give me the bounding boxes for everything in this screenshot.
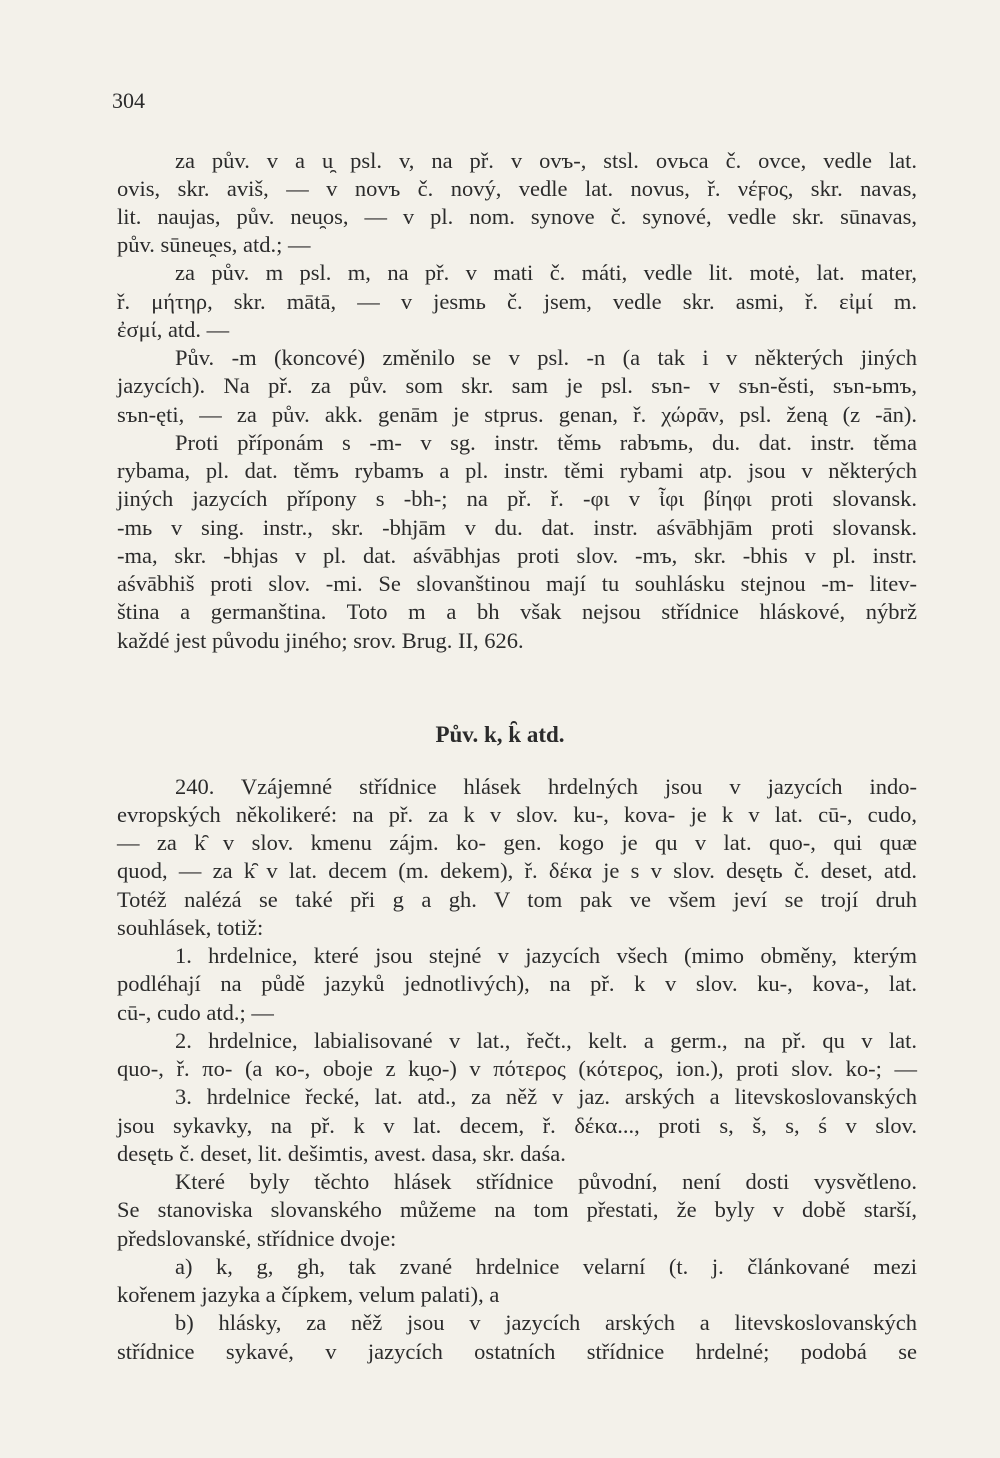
text-line: jazycích). Na př. za pův. som skr. sam je psl. sъn- v sъn-ěsti, sъn-ьmъ,: [117, 373, 917, 398]
text-line: Se stanoviska slovanského můžeme na tom přestati, že byly v době starší,: [117, 1197, 917, 1222]
text-line: lit. naujas, pův. neu̯os, — v pl. nom. synove č. synové, vedle skr. sūnavas,: [117, 204, 917, 229]
text-line: Proti příponám s -m- v sg. instr. těmь rabъmь, du. dat. instr. těma: [175, 430, 917, 455]
text-line: -mь v sing. instr., skr. -bhjām v du. dat. instr. aśvābhjām proti slovansk.: [117, 515, 917, 540]
text-line: ovis, skr. aviš, — v novъ č. nový, vedle lat. novus, ř. νέϝος, skr. navas,: [117, 176, 917, 201]
text-line: sъn-ęti, — za pův. akk. genām je stprus. genan, ř. χώρᾱν, psl. ženą (z -ān).: [117, 402, 917, 427]
text-line: kořenem jazyka a čípkem, velum palati), a: [117, 1282, 500, 1307]
text-line: předslovanské, střídnice dvoje:: [117, 1226, 397, 1251]
section-heading: Pův. k, k̑ atd.: [435, 722, 565, 747]
text-line: ř. μήτηρ, skr. mātā, — v jesmь č. jsem, vedle skr. asmi, ř. εἰμί m.: [117, 289, 917, 314]
text-line: za pův. v a u̯ psl. v, na př. v ovъ-, stsl. ovьca č. ovce, vedle lat.: [175, 148, 917, 173]
text-line: Totéž nalézá se také při g a gh. V tom pak ve všem jeví se trojí druh: [117, 887, 917, 912]
text-line: podléhají na půdě jazyků jednotlivých), na př. k v slov. ku-, kova-, lat.: [117, 971, 917, 996]
text-line: 2. hrdelnice, labialisované v lat., řečt., kelt. a germ., na př. qu v lat.: [175, 1028, 917, 1053]
text-line: quo-, ř. πο- (a κο-, oboje z ku̯o-) v πότερος (κότερος, ion.), proti slov. ko-; —: [117, 1056, 917, 1081]
text-line: každé jest původu jiného; srov. Brug. II, 626.: [117, 628, 524, 653]
text-line: za pův. m psl. m, na př. v mati č. máti, vedle lit. motė, lat. mater,: [175, 260, 917, 285]
text-line: střídnice sykavé, v jazycích ostatních střídnice hrdelné; podobá se: [117, 1339, 917, 1364]
page-number: 304: [112, 88, 145, 113]
text-line: evropských několikeré: na př. za k v slov. ku-, kova- je k v lat. cū-, cudo,: [117, 802, 917, 827]
text-line: 3. hrdelnice řecké, lat. atd., za něž v jaz. arských a litevskoslovanských: [175, 1084, 917, 1109]
text-line: — za k̑ v slov. kmenu zájm. ko- gen. kogo je qu v lat. quo-, qui quæ: [117, 830, 917, 855]
text-line: aśvābhiš proti slov. -mi. Se slovanštinou mají tu souhlásku stejnou -m- litev-: [117, 571, 917, 596]
text-line: 240. Vzájemné střídnice hlásek hrdelných jsou v jazycích indo-: [175, 774, 917, 799]
text-line: b) hlásky, za něž jsou v jazycích arských a litevskoslovanských: [175, 1310, 917, 1335]
text-line: a) k, g, gh, tak zvané hrdelnice velarní (t. j. článkované mezi: [175, 1254, 917, 1279]
text-line: jsou sykavky, na př. k v lat. decem, ř. δέκα..., proti s, š, s, ś v slov.: [117, 1113, 917, 1138]
text-line: rybama, pl. dat. těmъ rybamъ a pl. instr. těmi rybami atp. jsou v některých: [117, 458, 917, 483]
text-line: ština a germanština. Toto m a bh však nejsou střídnice hláskové, nýbrž: [117, 599, 917, 624]
text-line: cū-, cudo atd.; —: [117, 1000, 274, 1025]
text-line: desętь č. deset, lit. dešimtis, avest. dasa, skr. daśa.: [117, 1141, 566, 1166]
text-line: pův. sūneu̯es, atd.; —: [117, 232, 311, 257]
text-line: ἐσμί, atd. —: [117, 317, 230, 342]
text-line: Pův. -m (koncové) změnilo se v psl. -n (a tak i v některých jiných: [175, 345, 917, 370]
text-line: jiných jazycích přípony s -bh-; na př. ř. -φι v ἶφι βίηφι proti slovansk.: [117, 486, 917, 511]
text-line: quod, — za k̑ v lat. decem (m. dekem), ř. δέκα je s v slov. desętь č. deset, atd.: [117, 858, 917, 883]
text-line: Které byly těchto hlásek střídnice původní, není dosti vysvětleno.: [175, 1169, 917, 1194]
text-line: -ma, skr. -bhjas v pl. dat. aśvābhjas proti slov. -mъ, skr. -bhis v pl. instr.: [117, 543, 917, 568]
text-line: 1. hrdelnice, které jsou stejné v jazycích všech (mimo obměny, kterým: [175, 943, 917, 968]
text-line: souhlásek, totiž:: [117, 915, 264, 940]
